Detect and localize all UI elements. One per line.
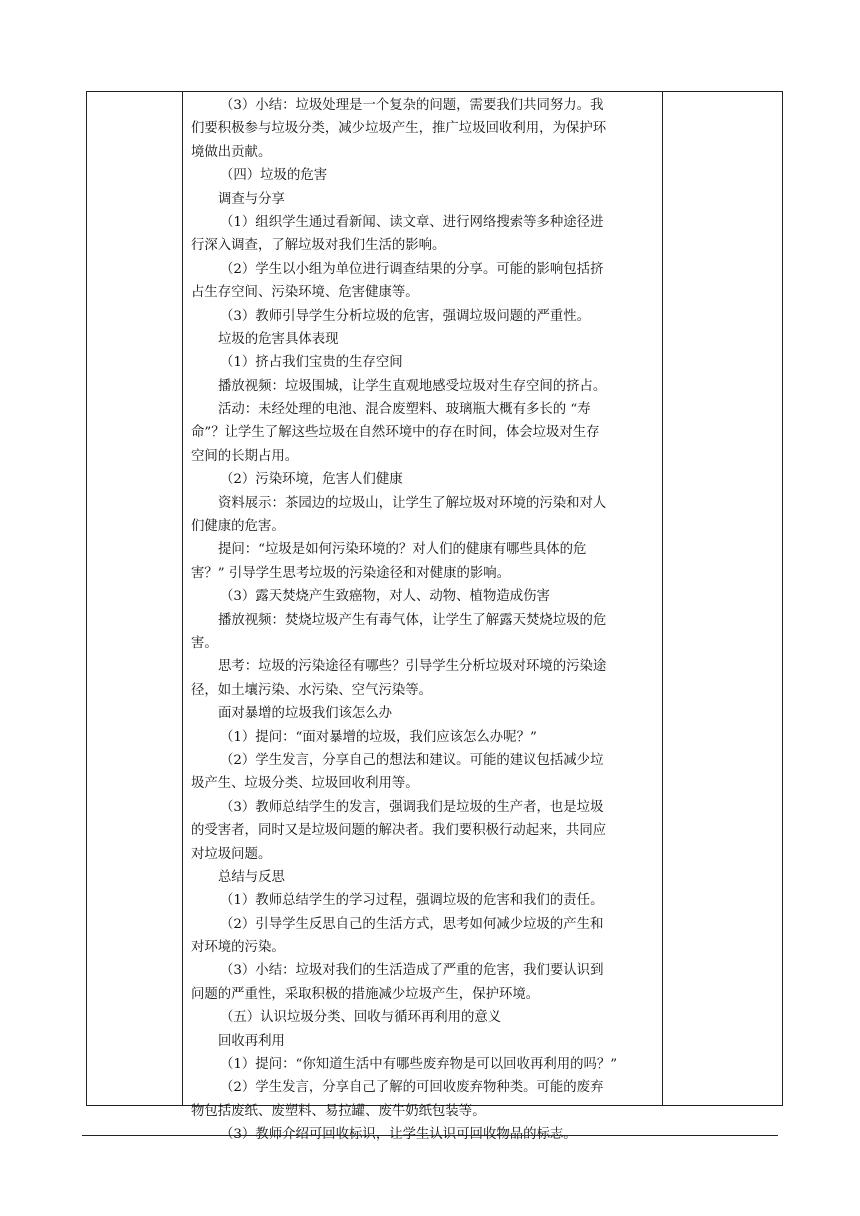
text-line: （2）学生发言，分享自己了解的可回收废弃物种类。可能的废弃 (220, 1080, 604, 1096)
footer-rule (82, 1135, 778, 1136)
text-line: 们要积极参与垃圾分类，减少垃圾产生，推广垃圾回收利用，为保护环 (191, 121, 607, 137)
text-line: 活动：未经处理的电池、混合废塑料、玻璃瓶大概有多长的 “寿 (218, 402, 591, 418)
text-line: （四）垃圾的危害 (220, 168, 328, 184)
lesson-table (86, 91, 783, 1143)
text-line: 物包括废纸、废塑料、易拉罐、废牛奶纸包装等。 (191, 1103, 486, 1119)
text-line: （1）组织学生通过看新闻、读文章、进行网络搜索等多种途径进 (220, 214, 604, 230)
text-line: 境做出贡献。 (191, 144, 272, 160)
text-line: 圾产生、垃圾分类、垃圾回收利用等。 (191, 776, 419, 792)
text-line: 害。 (191, 635, 218, 651)
text-line: 的受害者，同时又是垃圾问题的解决者。我们要积极行动起来，共同应 (191, 823, 607, 839)
text-line: 占生存空间、污染环境、危害健康等。 (191, 285, 419, 301)
text-line: 面对暴增的垃圾我们该怎么办 (218, 706, 393, 722)
text-line: 提问：“垃圾是如何污染环境的？对人们的健康有哪些具体的危 (218, 542, 587, 558)
text-line: （1）提问：“面对暴增的垃圾，我们应该怎么办呢？” (220, 729, 537, 745)
text-line: 命”？让学生了解这些垃圾在自然环境中的存在时间，体会垃圾对生存 (191, 425, 600, 441)
text-line: （3）露天焚烧产生致癌物，对人、动物、植物造成伤害 (220, 589, 550, 605)
text-line: 回收再利用 (218, 1033, 285, 1049)
text-line: （1）挤占我们宝贵的生存空间 (220, 355, 403, 371)
text-line: 总结与反思 (218, 869, 285, 885)
text-line: （五）认识垃圾分类、回收与循环再利用的意义 (220, 1010, 502, 1026)
text-line: 播放视频：焚烧垃圾产生有毒气体，让学生了解露天焚烧垃圾的危 (218, 612, 607, 628)
text-line: （2）学生发言，分享自己的想法和建议。可能的建议包括减少垃 (220, 752, 604, 768)
text-line: 对垃圾问题。 (191, 846, 272, 862)
text-line: 行深入调查，了解垃圾对我们生活的影响。 (191, 238, 446, 254)
text-line: 径，如土壤污染、水污染、空气污染等。 (191, 682, 433, 698)
text-line: （1）教师总结学生的学习过程，强调垃圾的危害和我们的责任。 (220, 893, 604, 909)
table-right-column (662, 92, 782, 1105)
text-line: （2）学生以小组为单位进行调查结果的分享。可能的影响包括挤 (220, 261, 604, 277)
text-line: 思考：垃圾的污染途径有哪些？引导学生分析垃圾对环境的污染途 (218, 659, 607, 675)
text-line: 害？” 引导学生思考垃圾的污染途径和对健康的影响。 (191, 565, 511, 581)
text-line: （3）小结：垃圾对我们的生活造成了严重的危害，我们要认识到 (220, 963, 604, 979)
text-line: 们健康的危害。 (191, 519, 285, 535)
text-line: 垃圾的危害具体表现 (218, 331, 339, 347)
text-line: （3）教师总结学生的发言，强调我们是垃圾的生产者，也是垃圾 (220, 799, 604, 815)
text-line: （2）引导学生反思自己的生活方式，思考如何减少垃圾的产生和 (220, 916, 604, 932)
text-line: 对环境的污染。 (191, 940, 285, 956)
text-line: 问题的严重性，采取积极的措施减少垃圾产生，保护环境。 (191, 986, 540, 1002)
text-line: 资料展示：茶园边的垃圾山，让学生了解垃圾对环境的污染和对人 (218, 495, 607, 511)
table-left-column (87, 92, 183, 1105)
text-line: （3）教师引导学生分析垃圾的危害，强调垃圾问题的严重性。 (220, 308, 591, 324)
table-content-cell (191, 94, 659, 1147)
text-line: （2）污染环境，危害人们健康 (220, 472, 403, 488)
text-line: 调查与分享 (218, 191, 285, 207)
text-line: 播放视频：垃圾围城，让学生直观地感受垃圾对生存空间的挤占。 (218, 378, 607, 394)
text-line: （3）教师介绍可回收标识，让学生认识可回收物品的标志。 (220, 1127, 577, 1143)
text-line: 空间的长期占用。 (191, 448, 299, 464)
text-line: （3）小结：垃圾处理是一个复杂的问题，需要我们共同努力。我 (220, 98, 604, 113)
text-line: （1）提问：“你知道生活中有哪些废弃物是可以回收再利用的吗？” (220, 1057, 618, 1073)
